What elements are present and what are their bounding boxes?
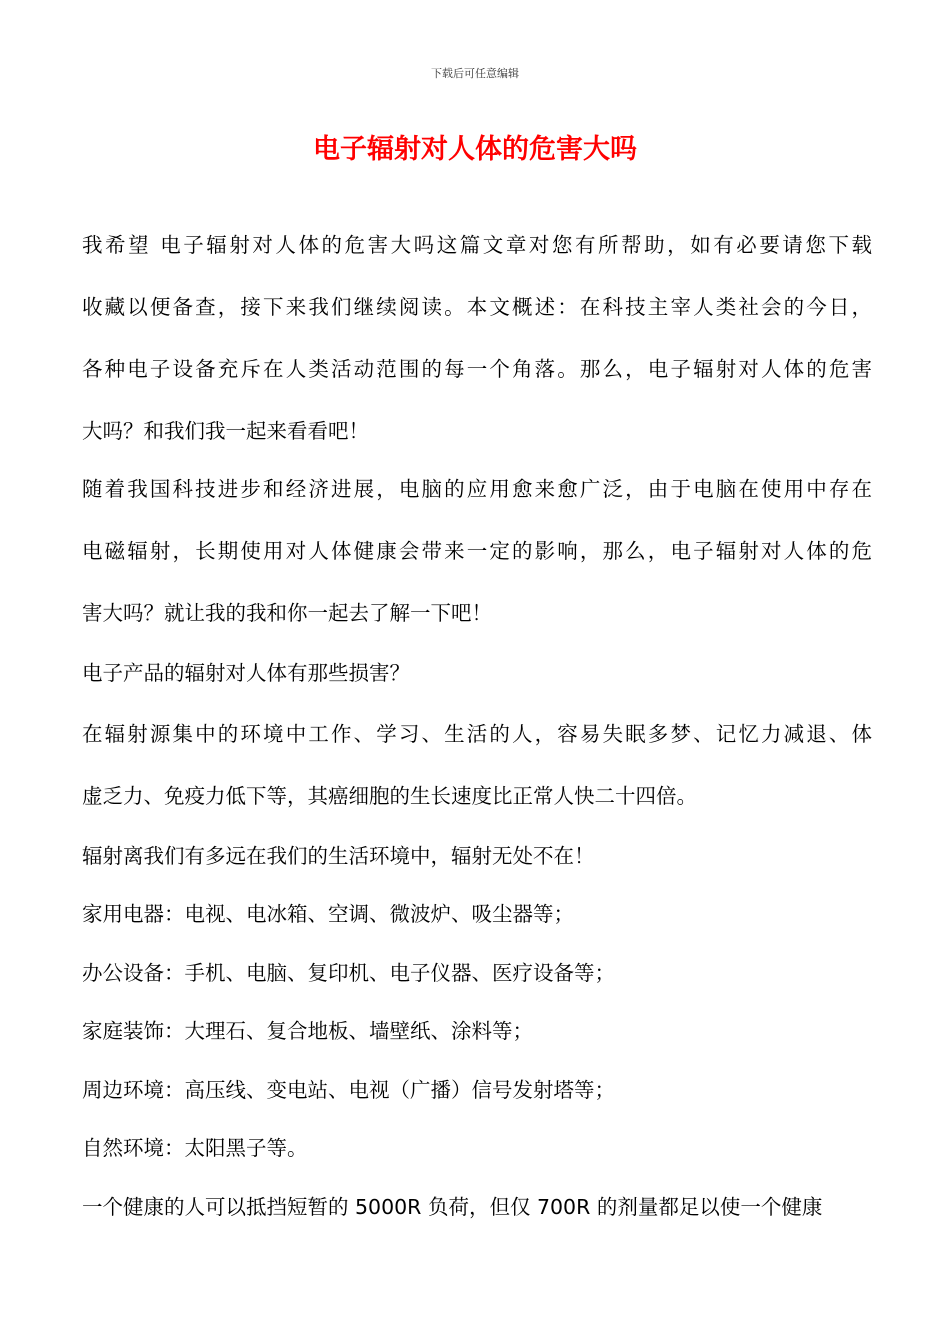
text-line: 电磁辐射，长期使用对人体健康会带来一定的影响，那么，电子辐射对人体的危 xyxy=(82,539,872,563)
document-body xyxy=(82,214,872,1236)
paragraph-surrounding-environment: 周边环境：高压线、变电站、电视（广播）信号发射塔等； xyxy=(82,1077,615,1102)
text-line: 虚乏力、免疫力低下等，其癌细胞的生长速度比正常人快二十四倍。 xyxy=(82,783,697,808)
text-line: 随着我国科技进步和经济进展，电脑的应用愈来愈广泛，由于电脑在使用中存在 xyxy=(82,477,872,501)
paragraph-home-appliances: 家用电器：电视、电冰箱、空调、微波炉、吸尘器等； xyxy=(82,902,574,926)
text-line: 收藏以便备查，接下来我们继续阅读。本文概述：在科技主宰人类社会的今日， xyxy=(82,295,872,319)
paragraph-office-equipment: 办公设备：手机、电脑、复印机、电子仪器、医疗设备等； xyxy=(82,960,615,985)
paragraph-radiation-everywhere: 辐射离我们有多远在我们的生活环境中，辐射无处不在！ xyxy=(82,843,595,868)
text-line: 我希望 电子辐射对人体的危害大吗这篇文章对您有所帮助，如有必要请您下载 xyxy=(82,233,872,257)
text-line: 害大吗？就让我的我和你一起去了解一下吧！ xyxy=(82,601,492,625)
header-note: 下载后可任意编辑 xyxy=(431,67,519,80)
paragraph-intro xyxy=(82,214,872,462)
paragraph-question: 电子产品的辐射对人体有那些损害？ xyxy=(82,661,410,685)
text-line: 在辐射源集中的环境中工作、学习、生活的人，容易失眠多梦、记忆力减退、体 xyxy=(82,721,872,746)
paragraph-effects xyxy=(82,703,872,827)
paragraph-home-decoration: 家庭装饰：大理石、复合地板、墙壁纸、涂料等； xyxy=(82,1019,533,1043)
paragraph-dose: 一个健康的人可以抵挡短暂的 5000R 负荷，但仅 700R 的剂量都足以使一个健康 xyxy=(82,1194,823,1219)
text-line: 大吗？和我们我一起来看看吧！ xyxy=(82,419,369,443)
paragraph-computer-usage xyxy=(82,458,872,644)
paragraph-natural-environment: 自然环境：太阳黑子等。 xyxy=(82,1136,308,1160)
text-line: 各种电子设备充斥在人类活动范围的每一个角落。那么，电子辐射对人体的危害 xyxy=(82,357,872,381)
document-title: 电子辐射对人体的危害大吗 xyxy=(313,134,637,165)
